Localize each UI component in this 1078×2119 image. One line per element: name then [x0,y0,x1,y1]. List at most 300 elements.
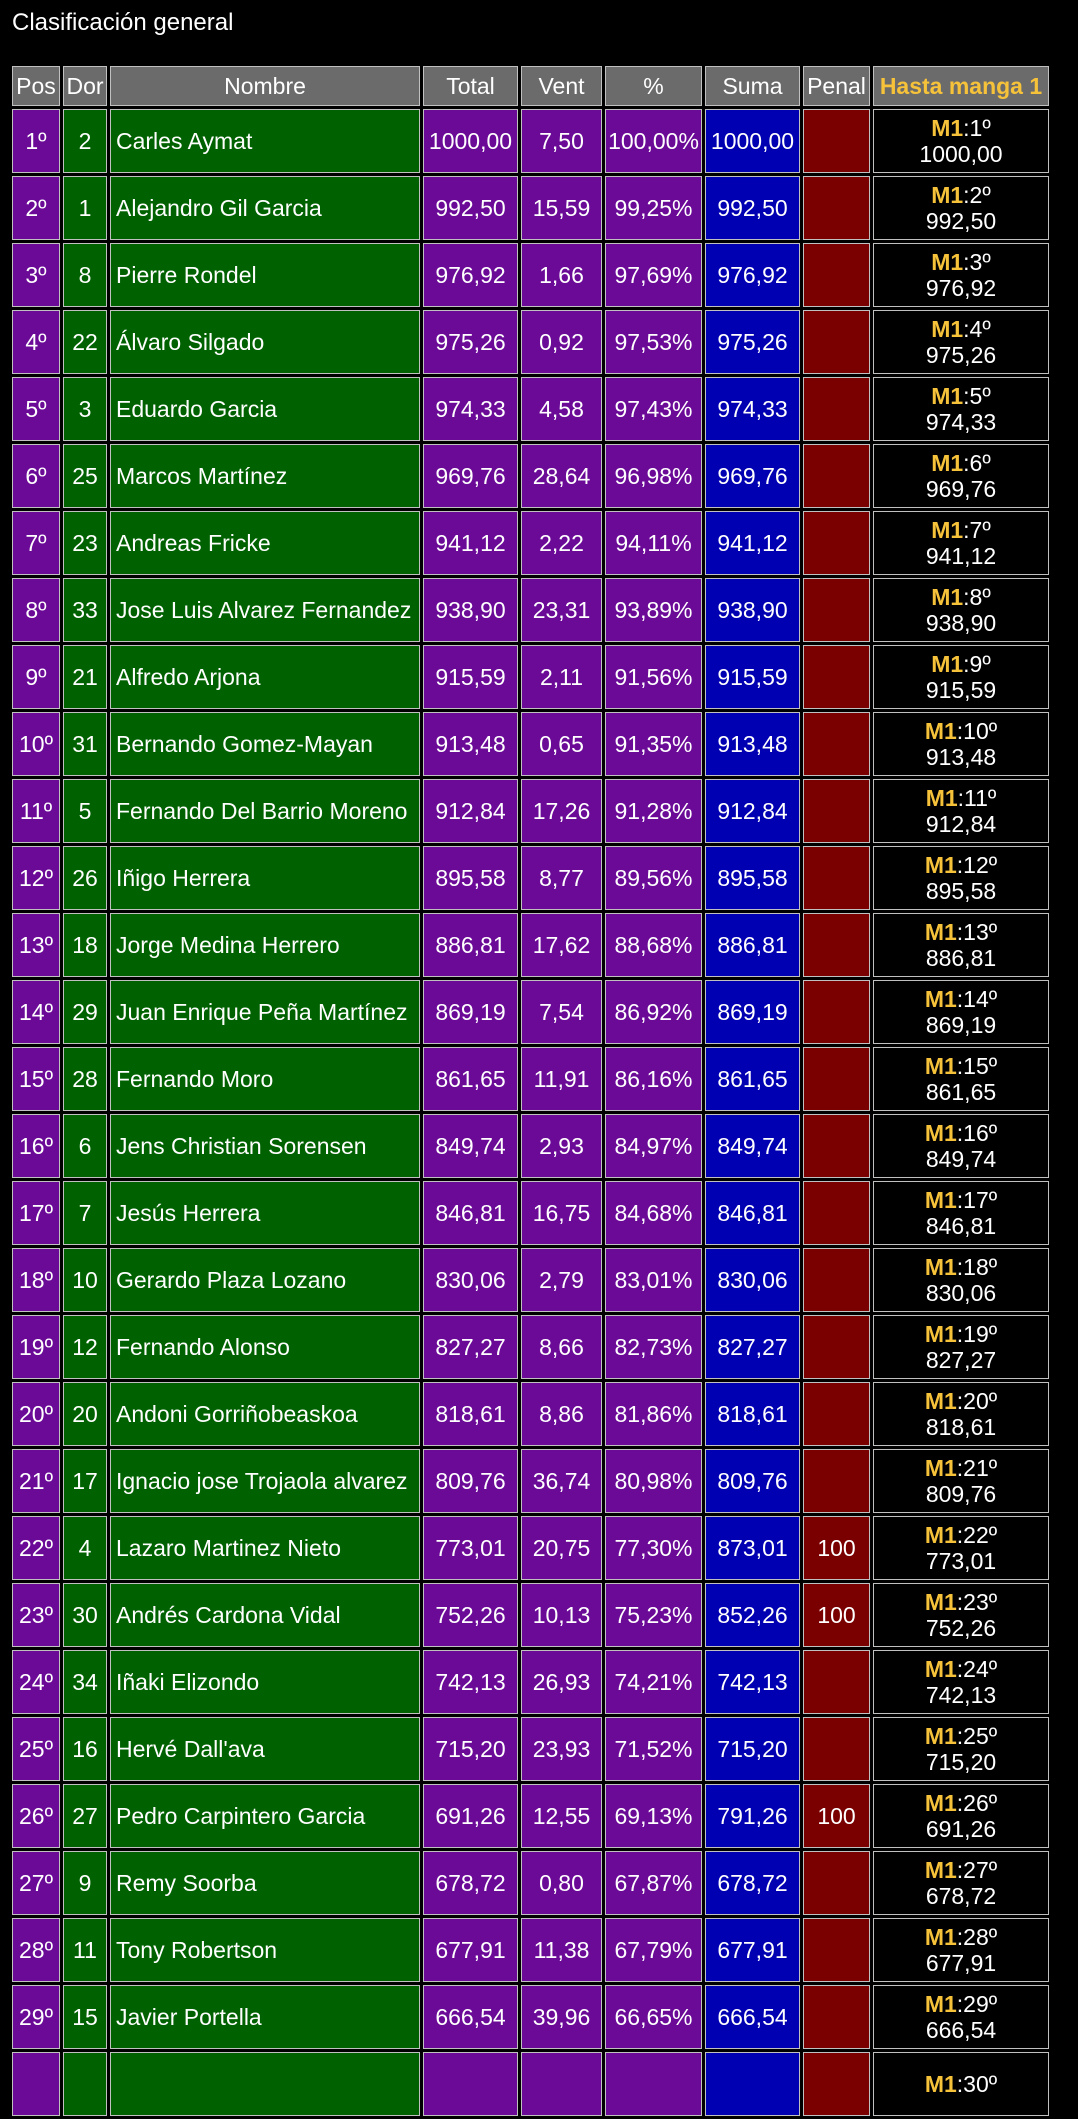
round-score: 830,06 [925,1280,997,1306]
name-cell: Fernando Alonso [110,1315,420,1379]
round-label: M1 [924,919,957,945]
total-cell: 818,61 [423,1382,518,1446]
dorsal-cell: 34 [63,1650,107,1714]
total-cell: 666,54 [423,1985,518,2049]
round-label: M1 [924,1321,957,1347]
total-cell: 969,76 [423,444,518,508]
table-row[interactable] [12,1315,1049,1379]
round-label: M1 [931,182,964,208]
pos-cell: 28º [12,1918,60,1982]
round-score: 846,81 [925,1213,997,1239]
total-cell: 886,81 [423,913,518,977]
round-label: M1 [924,1254,957,1280]
round-score: 941,12 [925,543,997,569]
total-cell: 912,84 [423,779,518,843]
round-label: M1 [931,249,964,275]
dorsal-cell: 2 [63,109,107,173]
table-row[interactable] [12,1449,1049,1513]
hasta-manga-cell [873,645,1049,709]
table-row[interactable] [12,1583,1049,1647]
pos-cell: 6º [12,444,60,508]
name-cell: Andrés Cardona Vidal [110,1583,420,1647]
round-position: :4º [963,316,991,342]
round-label: M1 [924,2071,957,2097]
round-score: 849,74 [925,1146,997,1172]
total-cell: 809,76 [423,1449,518,1513]
round-position: :19º [956,1321,998,1347]
penal-cell: 100 [803,1516,870,1580]
table-row[interactable] [12,1248,1049,1312]
penal-cell [803,1985,870,2049]
vent-cell: 8,66 [521,1315,602,1379]
round-score: 809,76 [925,1481,997,1507]
table-row[interactable] [12,1985,1049,2049]
percent-cell: 99,25% [605,176,702,240]
total-cell: 938,90 [423,578,518,642]
hasta-manga-cell [873,109,1049,173]
pos-cell: 20º [12,1382,60,1446]
name-cell: Marcos Martínez [110,444,420,508]
suma-cell: 742,13 [705,1650,800,1714]
name-cell: Gerardo Plaza Lozano [110,1248,420,1312]
vent-cell: 0,92 [521,310,602,374]
round-score: 742,13 [925,1682,997,1708]
suma-cell: 895,58 [705,846,800,910]
suma-cell: 913,48 [705,712,800,776]
table-row[interactable] [12,377,1049,441]
name-cell: Jorge Medina Herrero [110,913,420,977]
pos-cell: 3º [12,243,60,307]
round-label: M1 [931,517,964,543]
penal-cell [803,1918,870,1982]
pos-cell: 26º [12,1784,60,1848]
dorsal-cell: 22 [63,310,107,374]
dorsal-cell: 12 [63,1315,107,1379]
round-score: 715,20 [925,1749,997,1775]
dorsal-cell: 26 [63,846,107,910]
table-row[interactable] [12,846,1049,910]
penal-cell [803,377,870,441]
round-score: 773,01 [925,1548,997,1574]
vent-cell: 2,22 [521,511,602,575]
percent-cell: 80,98% [605,1449,702,1513]
name-cell: Javier Portella [110,1985,420,2049]
total-cell: 827,27 [423,1315,518,1379]
round-position: :7º [963,517,991,543]
suma-cell: 666,54 [705,1985,800,2049]
hasta-manga-cell [873,1851,1049,1915]
hasta-manga-cell [873,243,1049,307]
penal-cell [803,1382,870,1446]
dorsal-cell: 27 [63,1784,107,1848]
suma-cell: 873,01 [705,1516,800,1580]
name-cell: Hervé Dall'ava [110,1717,420,1781]
round-position: :29º [956,1991,998,2017]
col-header-nombre[interactable]: Nombre [110,66,420,106]
table-row[interactable] [12,1851,1049,1915]
pos-cell: 23º [12,1583,60,1647]
pos-cell: 2º [12,176,60,240]
penal-cell [803,1248,870,1312]
round-position: :26º [956,1790,998,1816]
hasta-manga-cell [873,1114,1049,1178]
hasta-manga-cell [873,1382,1049,1446]
vent-cell: 7,50 [521,109,602,173]
dorsal-cell: 33 [63,578,107,642]
round-position: :8º [963,584,991,610]
header-row [12,66,1049,106]
round-position: :15º [956,1053,998,1079]
round-score: 895,58 [925,878,997,904]
name-cell: Carles Aymat [110,109,420,173]
penal-cell [803,1114,870,1178]
table-row[interactable] [12,444,1049,508]
round-score: 976,92 [925,275,997,301]
round-label: M1 [924,1455,957,1481]
dorsal-cell: 6 [63,1114,107,1178]
round-score: 691,26 [925,1816,997,1842]
hasta-manga-cell [873,1717,1049,1781]
vent-cell: 36,74 [521,1449,602,1513]
suma-cell: 941,12 [705,511,800,575]
total-cell: 976,92 [423,243,518,307]
table-row[interactable] [12,1047,1049,1111]
round-label: M1 [931,584,964,610]
dorsal-cell: 29 [63,980,107,1044]
hasta-manga-cell [873,1918,1049,1982]
percent-cell: 71,52% [605,1717,702,1781]
name-cell: Fernando Del Barrio Moreno [110,779,420,843]
vent-cell: 26,93 [521,1650,602,1714]
vent-cell: 0,65 [521,712,602,776]
name-cell [110,2052,420,2116]
total-cell: 913,48 [423,712,518,776]
penal-cell [803,712,870,776]
hasta-manga-cell [873,1315,1049,1379]
suma-cell: 827,27 [705,1315,800,1379]
round-score: 886,81 [925,945,997,971]
dorsal-cell: 25 [63,444,107,508]
penal-cell [803,846,870,910]
suma-cell: 846,81 [705,1181,800,1245]
dorsal-cell [63,2052,107,2116]
table-row[interactable] [12,779,1049,843]
round-label: M1 [931,450,964,476]
col-header-pct[interactable]: % [605,66,702,106]
pos-cell: 11º [12,779,60,843]
vent-cell: 20,75 [521,1516,602,1580]
percent-cell: 84,97% [605,1114,702,1178]
suma-cell: 849,74 [705,1114,800,1178]
penal-cell [803,1717,870,1781]
round-position: :21º [956,1455,998,1481]
round-position: :24º [956,1656,998,1682]
suma-cell: 992,50 [705,176,800,240]
penal-cell: 100 [803,1583,870,1647]
hasta-manga-cell [873,310,1049,374]
table-row[interactable] [12,1516,1049,1580]
table-row[interactable] [12,980,1049,1044]
suma-cell: 791,26 [705,1784,800,1848]
standings-table [9,63,1052,2119]
hasta-manga-cell [873,578,1049,642]
round-score: 818,61 [925,1414,997,1440]
pos-cell [12,2052,60,2116]
col-header-penal[interactable]: Penal [803,66,870,106]
col-header-pos[interactable]: Pos [12,66,60,106]
round-label: M1 [931,651,964,677]
round-position: :27º [956,1857,998,1883]
percent-cell: 66,65% [605,1985,702,2049]
percent-cell: 77,30% [605,1516,702,1580]
penal-cell: 100 [803,1784,870,1848]
table-row[interactable] [12,1717,1049,1781]
round-label: M1 [924,1120,957,1146]
dorsal-cell: 18 [63,913,107,977]
pos-cell: 1º [12,109,60,173]
pos-cell: 5º [12,377,60,441]
suma-cell: 886,81 [705,913,800,977]
total-cell: 974,33 [423,377,518,441]
col-header-vent[interactable]: Vent [521,66,602,106]
table-row[interactable] [12,310,1049,374]
vent-cell: 17,26 [521,779,602,843]
vent-cell: 23,31 [521,578,602,642]
penal-cell [803,1650,870,1714]
percent-cell: 97,69% [605,243,702,307]
percent-cell: 83,01% [605,1248,702,1312]
pos-cell: 21º [12,1449,60,1513]
table-row[interactable] [12,913,1049,977]
pos-cell: 13º [12,913,60,977]
round-position: :2º [963,182,991,208]
round-score: 974,33 [925,409,997,435]
percent-cell: 91,28% [605,779,702,843]
name-cell: Andreas Fricke [110,511,420,575]
col-header-suma[interactable]: Suma [705,66,800,106]
suma-cell: 975,26 [705,310,800,374]
pos-cell: 9º [12,645,60,709]
round-label: M1 [931,115,964,141]
dorsal-cell: 17 [63,1449,107,1513]
percent-cell: 74,21% [605,1650,702,1714]
vent-cell: 8,77 [521,846,602,910]
suma-cell [705,2052,800,2116]
hasta-manga-cell [873,1047,1049,1111]
pos-cell: 16º [12,1114,60,1178]
round-label: M1 [924,1187,957,1213]
round-position: :3º [963,249,991,275]
name-cell: Juan Enrique Peña Martínez [110,980,420,1044]
percent-cell: 69,13% [605,1784,702,1848]
name-cell: Jesús Herrera [110,1181,420,1245]
round-position: :13º [956,919,998,945]
round-position: :28º [956,1924,998,1950]
pos-cell: 25º [12,1717,60,1781]
penal-cell [803,1047,870,1111]
penal-cell [803,444,870,508]
round-label: M1 [924,1656,957,1682]
dorsal-cell: 20 [63,1382,107,1446]
round-label: M1 [924,1991,957,2017]
total-cell [423,2052,518,2116]
dorsal-cell: 11 [63,1918,107,1982]
vent-cell: 12,55 [521,1784,602,1848]
col-header-total[interactable]: Total [423,66,518,106]
col-header-hasta-manga[interactable]: Hasta manga 1 [873,66,1049,106]
table-row[interactable] [12,712,1049,776]
suma-cell: 809,76 [705,1449,800,1513]
vent-cell: 10,13 [521,1583,602,1647]
round-score: 913,48 [925,744,997,770]
name-cell: Iñigo Herrera [110,846,420,910]
suma-cell: 938,90 [705,578,800,642]
penal-cell [803,1449,870,1513]
vent-cell [521,2052,602,2116]
dorsal-cell: 28 [63,1047,107,1111]
vent-cell: 2,11 [521,645,602,709]
round-position: :11º [957,785,997,811]
table-row[interactable] [12,1114,1049,1178]
round-position: :9º [963,651,991,677]
table-row[interactable] [12,109,1049,173]
table-row[interactable] [12,578,1049,642]
hasta-manga-cell [873,1181,1049,1245]
name-cell: Fernando Moro [110,1047,420,1111]
total-cell: 715,20 [423,1717,518,1781]
col-header-dor[interactable]: Dor [63,66,107,106]
hasta-manga-cell [873,377,1049,441]
vent-cell: 11,38 [521,1918,602,1982]
pos-cell: 24º [12,1650,60,1714]
name-cell: Remy Soorba [110,1851,420,1915]
round-label: M1 [924,1924,957,1950]
standings-table-container [12,66,1052,2116]
penal-cell [803,1181,870,1245]
round-score: 992,50 [925,208,997,234]
round-label: M1 [931,316,964,342]
round-score: 1000,00 [919,141,1003,167]
total-cell: 830,06 [423,1248,518,1312]
name-cell: Jose Luis Alvarez Fernandez [110,578,420,642]
total-cell: 773,01 [423,1516,518,1580]
pos-cell: 15º [12,1047,60,1111]
suma-cell: 976,92 [705,243,800,307]
hasta-manga-cell [873,2052,1049,2116]
percent-cell: 93,89% [605,578,702,642]
suma-cell: 818,61 [705,1382,800,1446]
round-label: M1 [931,383,964,409]
hasta-manga-cell [873,176,1049,240]
vent-cell: 28,64 [521,444,602,508]
total-cell: 691,26 [423,1784,518,1848]
penal-cell [803,109,870,173]
table-row[interactable] [12,243,1049,307]
total-cell: 895,58 [423,846,518,910]
hasta-manga-cell [873,1784,1049,1848]
round-position: :18º [956,1254,998,1280]
percent-cell: 82,73% [605,1315,702,1379]
pos-cell: 29º [12,1985,60,2049]
round-score: 915,59 [925,677,997,703]
dorsal-cell: 31 [63,712,107,776]
vent-cell: 0,80 [521,1851,602,1915]
round-label: M1 [924,1723,957,1749]
percent-cell: 86,92% [605,980,702,1044]
penal-cell [803,2052,870,2116]
table-row[interactable] [12,176,1049,240]
round-score: 869,19 [925,1012,997,1038]
round-score: 678,72 [925,1883,997,1909]
table-row[interactable] [12,645,1049,709]
table-row[interactable] [12,1650,1049,1714]
table-row[interactable] [12,1382,1049,1446]
suma-cell: 869,19 [705,980,800,1044]
name-cell: Ignacio jose Trojaola alvarez [110,1449,420,1513]
percent-cell: 89,56% [605,846,702,910]
hasta-manga-cell [873,1516,1049,1580]
pos-cell: 8º [12,578,60,642]
total-cell: 742,13 [423,1650,518,1714]
table-row[interactable] [12,1181,1049,1245]
penal-cell [803,1315,870,1379]
suma-cell: 678,72 [705,1851,800,1915]
percent-cell [605,2052,702,2116]
table-row[interactable] [12,511,1049,575]
hasta-manga-cell [873,980,1049,1044]
hasta-manga-cell [873,1985,1049,2049]
round-label: M1 [924,718,957,744]
table-row[interactable] [12,1784,1049,1848]
penal-cell [803,243,870,307]
percent-cell: 100,00% [605,109,702,173]
suma-cell: 974,33 [705,377,800,441]
round-label: M1 [924,1053,957,1079]
total-cell: 846,81 [423,1181,518,1245]
name-cell: Alejandro Gil Garcia [110,176,420,240]
penal-cell [803,578,870,642]
penal-cell [803,511,870,575]
percent-cell: 97,43% [605,377,702,441]
pos-cell: 22º [12,1516,60,1580]
round-score: 666,54 [925,2017,997,2043]
suma-cell: 677,91 [705,1918,800,1982]
hasta-manga-cell [873,779,1049,843]
hasta-manga-cell [873,913,1049,977]
table-row[interactable] [12,2052,1049,2116]
suma-cell: 715,20 [705,1717,800,1781]
percent-cell: 97,53% [605,310,702,374]
hasta-manga-cell [873,712,1049,776]
vent-cell: 2,93 [521,1114,602,1178]
suma-cell: 830,06 [705,1248,800,1312]
table-row[interactable] [12,1918,1049,1982]
dorsal-cell: 5 [63,779,107,843]
total-cell: 915,59 [423,645,518,709]
round-label: M1 [924,986,957,1012]
dorsal-cell: 23 [63,511,107,575]
name-cell: Jens Christian Sorensen [110,1114,420,1178]
total-cell: 869,19 [423,980,518,1044]
round-position: :17º [956,1187,998,1213]
round-position: :14º [956,986,998,1012]
name-cell: Eduardo Garcia [110,377,420,441]
percent-cell: 67,79% [605,1918,702,1982]
round-label: M1 [924,1522,957,1548]
hasta-manga-cell [873,1650,1049,1714]
vent-cell: 16,75 [521,1181,602,1245]
round-position: :6º [963,450,991,476]
